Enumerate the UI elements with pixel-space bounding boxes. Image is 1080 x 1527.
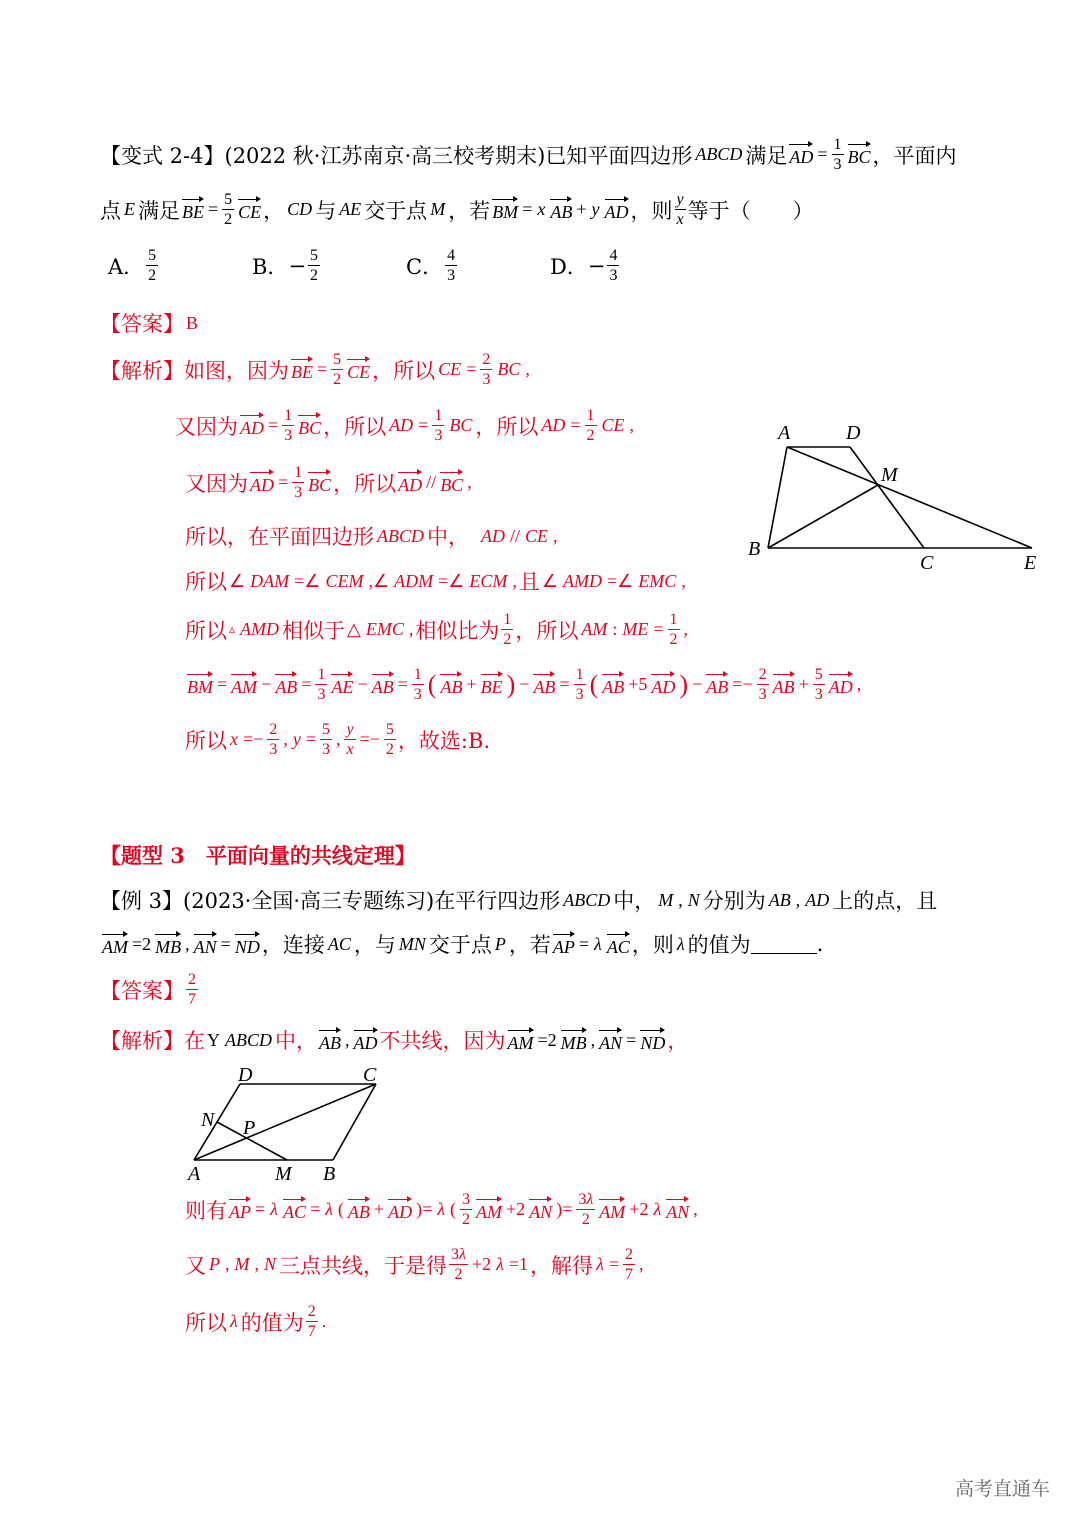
analysis-step-1: 【解析】 如图，因为 BE = $\frac{5}{2}$ CE ，所以 CE = $\frac{2}{3}$ BC , bbox=[100, 351, 530, 388]
variant-source: (2022 秋·江苏南京·高三校考期末) bbox=[224, 143, 546, 168]
label-M: M bbox=[275, 1163, 292, 1185]
label-B: B bbox=[323, 1163, 336, 1185]
option-D[interactable]: D． − $\frac{4}{3}$ bbox=[550, 247, 618, 284]
seg-AB bbox=[768, 447, 787, 548]
analysis-step-6: 所以 ▵ AMD 相似于 △ EMC , 相似比为 $\frac{1}{2}$ ，所以 AM : ME = $\frac{1}{2}$ , bbox=[185, 611, 689, 648]
label-D: D bbox=[238, 1064, 253, 1086]
label-A: A bbox=[188, 1163, 201, 1185]
figure-parallelogram bbox=[180, 1060, 395, 1185]
label-E: E bbox=[1024, 552, 1037, 574]
analysis-step-5: 所以 ∠ DAM =∠ CEM ,∠ ADM =∠ ECM , 且 ∠ AMD =∠ EMC , bbox=[185, 570, 686, 594]
option-A[interactable]: A． $\frac{5}{2}$ bbox=[108, 247, 157, 284]
label-D: D bbox=[846, 422, 861, 444]
example-analysis-2: 则有 AP = λ AC = λ ( AB + AD )= λ ( $\frac{3}{2}$ AM +2 AN )= $\frac{3\lambda}{2}$ AM +2 λ AN , bbox=[185, 1191, 698, 1228]
analysis-step-4: 所以，在平面四边形 ABCD 中， AD // CE , bbox=[185, 525, 558, 549]
example-line-1: 【例 3】 (2023·全国·高三专题练习) 在平行四边形 ABCD 中， M , N 分别为 AB , AD 上的点，且 bbox=[100, 889, 938, 913]
seg-BC bbox=[333, 1084, 376, 1160]
label-B: B bbox=[748, 538, 761, 560]
example-analysis-1: 【解析】 在 Y ABCD 中， AB , AD 不共线，因为 AM =2 MB , AN = ND ， bbox=[100, 1025, 688, 1055]
label-C: C bbox=[363, 1064, 377, 1086]
example-line-2: AM =2 MB , AN = ND ，连接 AC ，与 MN 交于点 P ，若 AP = λ AC ，则 λ 的值为 . bbox=[102, 932, 824, 957]
example-analysis-4: 所以 λ 的值为 $\frac{2}{7}$ . bbox=[185, 1303, 327, 1340]
variant-tag: 【变式 2-4】 bbox=[100, 143, 225, 168]
watermark: 高考直通车 bbox=[954, 1478, 1050, 1500]
example-answer: 【答案】 $\frac{2}{7}$ bbox=[100, 971, 196, 1008]
option-C[interactable]: C． $\frac{4}{3}$ bbox=[406, 247, 456, 284]
seg-AC bbox=[194, 1084, 376, 1160]
variant-line-2: 点 E 满足 BE = $\frac{5}{2}$ CE ， CD 与 AE 交于点 M ，若 BM = x AB + y AD ，则 $\frac{y}{x}$ 等于（ ） bbox=[100, 191, 814, 228]
example-analysis-3: 又 P , M , N 三点共线，于是得 $\frac{3\lambda}{2}$ +2 λ =1 ，解得 λ = $\frac{2}{7}$ , bbox=[185, 1246, 644, 1283]
analysis-step-2: 又因为 AD = $\frac{1}{3}$ BC ，所以 AD = $\frac{1}{3}$ BC ，所以 AD = $\frac{1}{2}$ CE , bbox=[175, 407, 635, 444]
analysis-step-3: 又因为 AD = $\frac{1}{3}$ BC ，所以 AD // BC , bbox=[185, 464, 472, 501]
figure-trapezoid bbox=[740, 415, 1050, 580]
seg-BM bbox=[768, 485, 878, 548]
analysis-step-8: 所以 x =− $\frac{2}{3}$ , y = $\frac{5}{3}$ , $\frac{y}{x}$ =− $\frac{5}{2}$ ，故选:B. bbox=[185, 721, 491, 758]
seg-DC bbox=[850, 447, 924, 548]
seg-AE bbox=[787, 447, 1032, 548]
label-C: C bbox=[920, 552, 934, 574]
variant-answer: 【答案】 B bbox=[100, 312, 199, 336]
option-B[interactable]: B． − $\frac{5}{2}$ bbox=[252, 247, 319, 284]
answer-blank[interactable] bbox=[751, 935, 817, 954]
label-P: P bbox=[243, 1117, 256, 1139]
label-N: N bbox=[201, 1109, 215, 1131]
variant-line-1: 【变式 2-4】 (2022 秋·江苏南京·高三校考期末) 已知平面四边形 ABCD 满足 AD = $\frac{1}{3}$ BC ，平面内 bbox=[100, 136, 957, 173]
section-title: 【题型 3 平面向量的共线定理】 bbox=[100, 843, 416, 868]
label-M: M bbox=[881, 464, 898, 486]
analysis-step-7: BM = AM − AB = $\frac{1}{3}$ AE − AB = $\frac{1}{3}$ ( AB + BE ) − AB = $\frac{1}{3}$ ( AB +5 AD ) − AB =− $\frac{2}{3}$ AB + $\frac{5}{3}$ AD , bbox=[187, 666, 862, 703]
label-A: A bbox=[778, 422, 791, 444]
